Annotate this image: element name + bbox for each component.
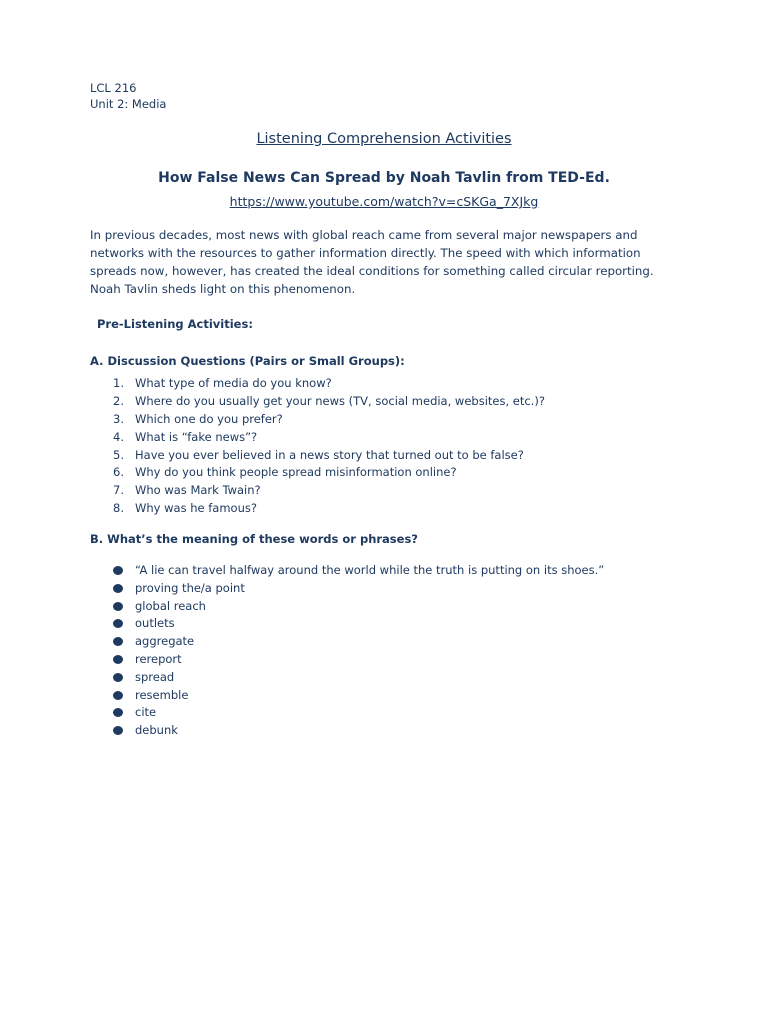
item-text: Why was he famous? (135, 501, 257, 516)
item-text: Where do you usually get your news (TV, social media, websites, etc.)? (135, 393, 545, 408)
item-text: What is “fake news”? (135, 429, 258, 444)
bullet-icon (113, 584, 123, 593)
list-item (113, 464, 545, 482)
discussion-question-list (113, 375, 545, 518)
bullet-icon (113, 637, 123, 646)
bullet-icon (113, 602, 123, 611)
pre-listening-heading: Pre-Listening Activities: (97, 317, 253, 331)
item-number: 4. (113, 429, 124, 444)
bullet-icon (113, 708, 123, 717)
section-a-heading: A. Discussion Questions (Pairs or Small Groups): (90, 354, 405, 368)
video-link[interactable]: https://www.youtube.com/watch?v=cSKGa_7XJkg (229, 194, 539, 209)
section-b-heading: B. What’s the meaning of these words or phrases? (90, 532, 418, 546)
item-number: 1. (113, 376, 124, 390)
bullet-icon (113, 655, 123, 664)
item-number: 2. (113, 393, 124, 408)
course-code: LCL 216 (90, 81, 137, 95)
item-text: aggregate (135, 634, 195, 649)
list-item (113, 447, 545, 465)
list-item (113, 429, 545, 447)
list-item (113, 500, 545, 518)
bullet-icon (113, 566, 123, 575)
item-text: Why do you think people spread misinformation online? (135, 465, 457, 480)
video-title: How False News Can Spread by Noah Tavlin from TED-Ed. (158, 170, 610, 186)
item-text: spread (135, 669, 175, 684)
item-text: What type of media do you know? (135, 376, 332, 390)
vocabulary-list (113, 562, 604, 740)
item-text: “A lie can travel halfway around the world while the truth is putting on its shoes.” (135, 563, 605, 577)
item-text: rereport (135, 651, 182, 666)
item-text: proving the/a point (135, 580, 245, 595)
unit-label: Unit 2: Media (90, 97, 167, 111)
activities-title: Listening Comprehension Activities (256, 131, 512, 147)
list-item (113, 704, 604, 722)
item-text: global reach (135, 598, 206, 613)
list-item (113, 633, 604, 651)
item-text: debunk (135, 723, 178, 738)
item-text: Have you ever believed in a news story that turned out to be false? (135, 447, 524, 462)
bullet-icon (113, 691, 123, 700)
bullet-icon (113, 726, 123, 735)
list-item (113, 722, 604, 740)
list-item (113, 375, 545, 393)
item-number: 8. (113, 501, 124, 516)
item-number: 7. (113, 483, 124, 498)
item-text: cite (135, 705, 157, 720)
list-item (113, 598, 604, 616)
item-text: resemble (135, 687, 189, 702)
item-number: 3. (113, 411, 124, 426)
list-item (113, 651, 604, 669)
list-item (113, 615, 604, 633)
item-text: Who was Mark Twain? (135, 483, 261, 498)
item-text: outlets (135, 616, 175, 631)
list-item (113, 669, 604, 687)
list-item (113, 393, 545, 411)
bullet-icon (113, 619, 123, 628)
item-number: 6. (113, 465, 124, 480)
list-item (113, 687, 604, 705)
intro-paragraph: In previous decades, most news with global reach came from several major newspapers and networks with the resources to gather information directly. The speed with which information spreads now, however, has created the ideal conditions for something called circular reporting. Noah Tavlin sheds light on this phenomenon. (90, 228, 654, 296)
list-item (113, 411, 545, 429)
item-number: 5. (113, 447, 124, 462)
item-text: Which one do you prefer? (135, 411, 283, 426)
list-item (113, 580, 604, 598)
list-item (113, 482, 545, 500)
bullet-icon (113, 673, 123, 682)
list-item (113, 562, 604, 580)
